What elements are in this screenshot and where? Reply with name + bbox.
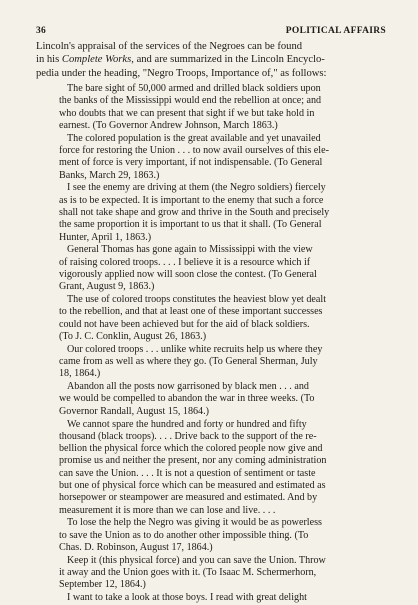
quotation-paragraph — [59, 133, 389, 182]
quotation-line: could not have been achieved but for the aid of black soldiers. — [59, 318, 310, 330]
quotation-line: measurement it is more than we can lose and live. . . . — [59, 504, 276, 516]
quotation-line: came from as well as where they go. (To General Sherman, July — [59, 356, 318, 368]
quotation-paragraph — [59, 381, 389, 418]
quotation-line: ment of force is very important, if not indispensable. (To General — [59, 157, 323, 169]
quotation-line: horsepower or steampower are measured and estimated. And by — [59, 492, 318, 504]
quotation-paragraph — [59, 294, 389, 343]
intro-paragraph — [36, 40, 388, 80]
running-header — [36, 26, 386, 40]
quotation-line: (To J. C. Conklin, August 26, 1863.) — [59, 330, 207, 342]
quotation-paragraph — [59, 555, 389, 592]
quotation-line: force for restoring the Union . . . to now avail ourselves of this ele- — [59, 144, 329, 156]
quotation-line: Hunter, April 1, 1863.) — [59, 231, 152, 243]
quotation-line: 18, 1864.) — [59, 368, 101, 380]
quotation-paragraph — [59, 182, 389, 243]
quotation-line: bellion the physical force which the colored people now give and — [59, 443, 323, 455]
running-title: POLITICAL AFFAIRS — [285, 26, 386, 36]
quotation-line: Keep it (this physical force) and you can save the Union. Throw — [67, 554, 326, 566]
quotation-line: earnest. (To Governor Andrew Johnson, March 1863.) — [59, 119, 278, 131]
quotation-line: I see the enemy are driving at them (the Negro soldiers) fiercely — [67, 182, 326, 194]
quotation-line: promise us and neither the present, nor any coming administration — [59, 455, 327, 467]
quotation-line: as is to be expected. It is important to the enemy that such a force — [59, 194, 324, 206]
quotation-line: The bare sight of 50,000 armed and drilled black soldiers upon — [67, 83, 321, 94]
intro-line: Lincoln's appraisal of the services of the Negroes can be found — [36, 41, 303, 52]
quotation-line: to the rebellion, and that at least one of these important successes — [59, 306, 323, 318]
quotation-line: Abandon all the posts now garrisoned by black men . . . and — [67, 381, 309, 393]
quotation-line: Banks, March 29, 1863.) — [59, 169, 160, 181]
intro-line: pedia under the heading, "Negro Troops, Importance of," as follows: — [36, 67, 327, 79]
intro-line: in his Complete Works, and are summarized in the Lincoln Encyclo- — [36, 54, 325, 66]
quotation-paragraph — [59, 419, 389, 517]
quotation-paragraph — [59, 244, 389, 293]
quotation-line: but one of physical force which can be measured and estimated as — [59, 480, 326, 491]
quotation-line: General Thomas has gone again to Mississippi with the view — [67, 244, 313, 256]
quotation-line: the banks of the Mississippi would end the rebellion at once; and — [59, 95, 322, 107]
quotation-line: Grant, August 9, 1863.) — [59, 281, 155, 293]
quotation-line: Governor Randall, August 15, 1864.) — [59, 405, 209, 417]
quotation-line: to save the Union as to do another other impossible thing. (To — [59, 529, 309, 541]
quotation-line: Our colored troops . . . unlike white recruits help us where they — [67, 343, 323, 355]
quotation-line: I want to take a look at those boys. I read with great delight — [67, 592, 307, 604]
quotation-line: Chas. D. Robinson, August 17, 1864.) — [59, 541, 213, 553]
quotation-line: of raising colored troops. . . . I believe it is a resource which if — [59, 256, 311, 268]
quotation-line: The colored population is the great available and yet unavailed — [67, 132, 321, 144]
quotation-line: To lose the help the Negro was giving it would be as powerless — [67, 517, 322, 529]
page-number: 36 — [36, 26, 47, 36]
quotation-line: September 12, 1864.) — [59, 579, 146, 591]
quotation-line: it away and the Union goes with it. (To Isaac M. Schermerhorn, — [59, 567, 317, 579]
quotation-line: who doubts that we can present that sight if we but take hold in — [59, 107, 315, 119]
quotations-block — [59, 83, 389, 605]
quotation-line: can save the Union. . . . It is not a question of sentiment or taste — [59, 467, 316, 479]
quotation-paragraph — [59, 592, 389, 604]
quotation-paragraph — [59, 517, 389, 554]
quotation-paragraph — [59, 83, 389, 132]
quotation-paragraph — [59, 344, 389, 381]
quotation-line: vigorously applied now will soon close the contest. (To General — [59, 268, 317, 280]
quotation-line: shall not take shape and grow and thrive in the South and precisely — [59, 206, 330, 218]
quotation-line: We cannot spare the hundred and forty or hundred and fifty — [67, 418, 307, 430]
quotation-line: The use of colored troops constitutes the heaviest blow yet dealt — [67, 294, 327, 306]
quotation-line: thousand (black troops). . . . Drive back to the support of the re- — [59, 430, 317, 442]
quotation-line: we would be compelled to abandon the war in three weeks. (To — [59, 393, 315, 405]
quotation-line: the same proportion it is important to us that it shall. (To General — [59, 219, 322, 231]
